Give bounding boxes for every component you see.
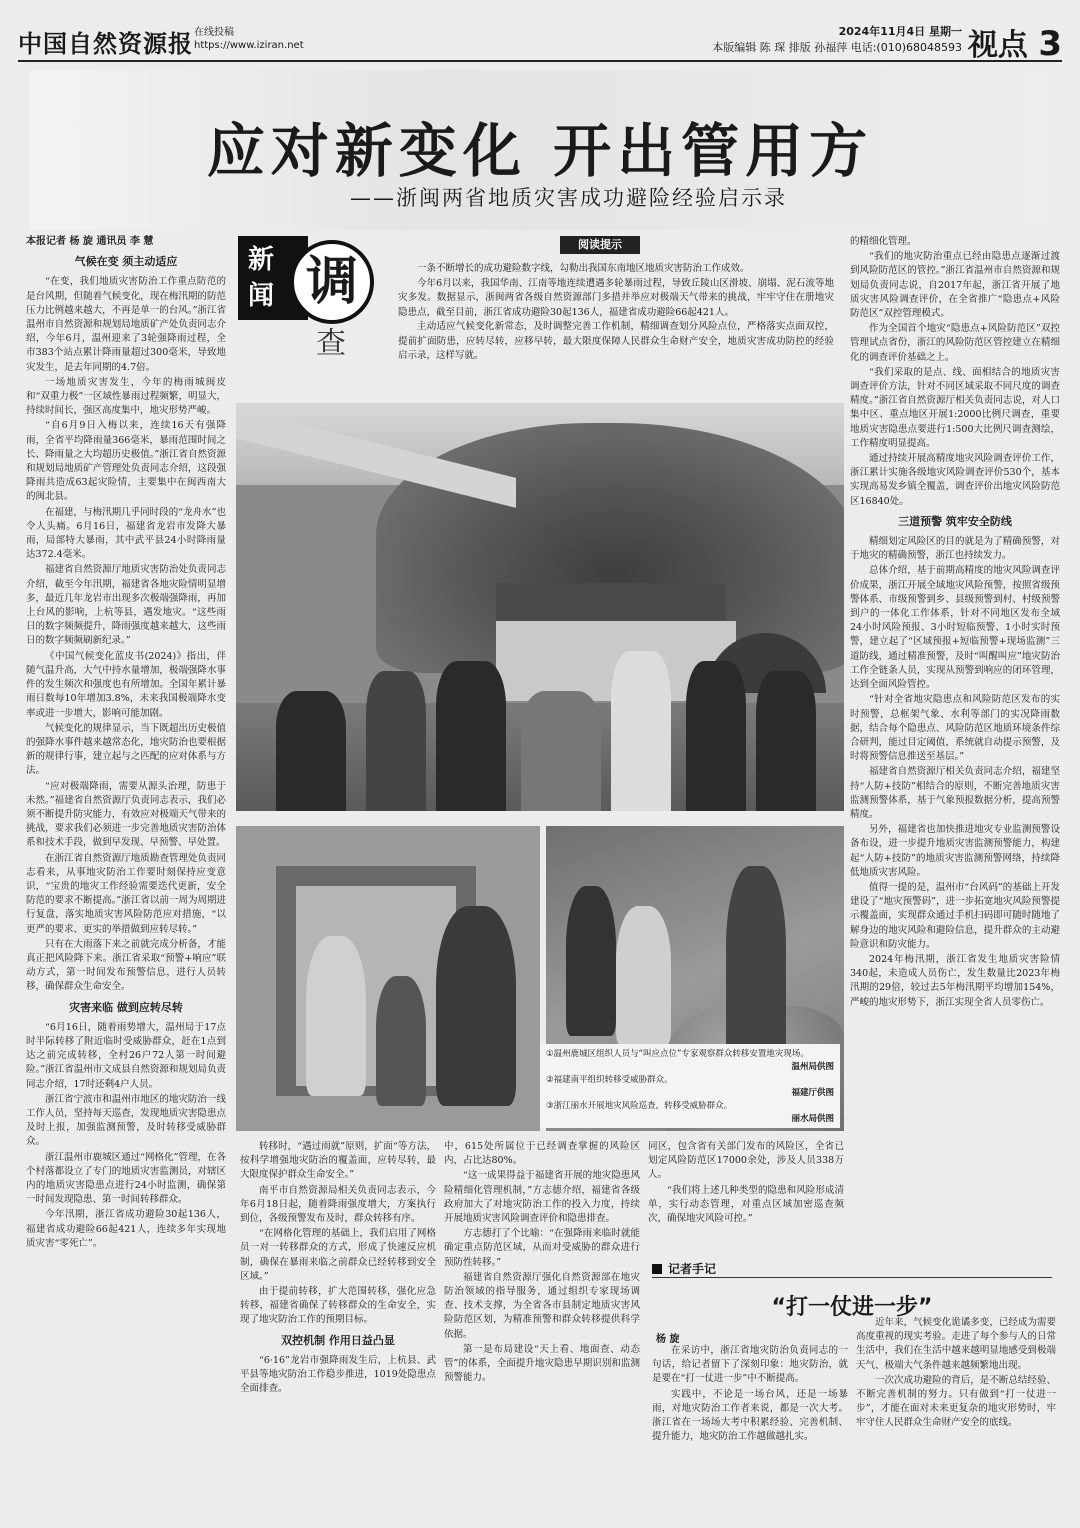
paragraph: “自6月9日入梅以来，连续16天有强降雨，全省平均降雨量366毫米，暴雨范围时间之长、降雨量之大均超历史极值。”浙江省自然资源和规划局地质矿产管理处负责同志介绍，这段强降雨共造成63起灾险情，主要集中在闽西南大的闽北县。	[26, 420, 226, 503]
reporter-note-column-1	[652, 1344, 848, 1520]
section-heading: 三道预警 筑牢安全防线	[898, 514, 1012, 528]
paragraph: 浙江温州市鹿城区通过“网格化”管理，在各个村落都设立了专门的地质灾害监测员，对辖区内的地质灾害隐患点进行24小时监测，确保第一时间发现隐患、第一时间转移群众。	[26, 1151, 226, 1206]
paragraph: 中，615处所属位于已经调查掌握的风险区内，占比达80%。	[444, 1141, 640, 1167]
paragraph: 气候变化的规律显示，当下既超出历史极值的强降水事件越来越常态化，地灾防治也要根据新的规律行事，建立起与之匹配的应对体系与方法。	[26, 722, 226, 777]
logo-char: 查	[316, 326, 346, 361]
news-investigation-logo	[238, 236, 378, 371]
article-column-bottom-2	[444, 1140, 640, 1520]
photo-credit: 丽水局供图	[791, 1114, 834, 1124]
caption: ①温州鹿城区组织人员与“叫应点位”专家观察群众转移安置地灾现场。	[546, 1049, 809, 1059]
editor-credits: 本版编辑 陈 琛 排版 孙福萍 电话:(010)68048593	[712, 41, 962, 54]
paragraph: “我们的地灾防治重点已经由隐患点逐渐过渡到风险防范区的管控。”浙江省温州市自然资源和规划局负责同志说，自2017年起，浙江省开展了地质灾害风险调查评价，在全省推广“隐患点+风险防范区”双控管理模式。	[850, 251, 1060, 320]
photo-roof	[496, 583, 726, 623]
photo-elderly-evacuation	[236, 826, 540, 1131]
submission-url[interactable]: https://www.iziran.net	[194, 40, 304, 51]
logo-char: 新	[248, 245, 275, 275]
paragraph: 浙江省宁波市和温州市地区的地灾防治一线工作人员，坚持每天巡查，发现地质灾害隐患点及时上报，加强监测预警，及时转移受威胁群众。	[26, 1093, 226, 1148]
paragraph: 在福建，与梅汛期几乎同时段的“龙舟水”也令人头痛。6月16日，福建省龙岩市发降大暴雨，局部特大暴雨，其中武平县24小时降雨量达372.4毫米。	[26, 506, 226, 561]
paragraph: 方志德打了个比喻：“在强降雨来临时就能确定重点防范区域，从而对受威胁的群众进行预防性转移。”	[444, 1228, 640, 1268]
paragraph: 一场地质灾害发生，今年的梅雨城闽皮和“双重力极”一区域性暴雨过程频繁，明显大，持续时间长，强区高度集中，地灾形势严峻。	[26, 376, 226, 417]
paragraph: 同区，包含省有关部门发布的风险区，全省已划定风险防范区17000余处，涉及人员338万人。	[648, 1141, 844, 1181]
paragraph: “我们采取的是点、线、面相结合的地质灾害调查评价方法，针对不同区域采取不同尺度的调查精度。”浙江省自然资源厅相关负责同志说，对人口集中区、重点地区开展1:2000比例尺调查，重要地质灾害隐患点要进行1:500大比例尺调查测绘，工作精度明显提高。	[850, 366, 1060, 449]
paragraph: “在变，我们地质灾害防治工作重点防范的是台风期，但随着气候变化，现在梅汛期的防范压力比例越来越大，不再是单一的台风。”浙江省温州市自然资源和规划局地质矿产处负责同志介绍，今年6月，温州迎来了3轮强降雨过程，全市383个站点累计降雨量超过300毫米，导致地灾发生，是去年同期的4.7倍。	[26, 276, 226, 373]
paragraph: “我们将上述几种类型的隐患和风险形成清单，实行动态管理，对重点区域加密巡查频次，确保地灾风险可控。”	[648, 1184, 844, 1225]
paragraph: 南平市自然资源局相关负责同志表示，今年6月18日起，随着降雨强度增大，方案执行到位，各级预警发布及时，群众转移有序。	[240, 1184, 436, 1225]
paragraph: “6·16”龙岩市强降雨发生后，上杭县、武平县等地灾防治工作稳步推进，1019处隐患点全面排查。	[240, 1354, 436, 1395]
tips-paragraph: 今年6月以来，我国华南、江南等地连续遭遇多轮暴雨过程，导致丘陵山区滑坡、崩塌、泥石流等地灾多发。数据显示，浙闽两省各级自然资源部门多措并举应对极端天气带来的挑战，牢牢守住在册地灾隐患点，截至目前，浙江省成功避险30起136人，福建省成功避险66起421人。	[398, 277, 834, 318]
photo-person	[611, 651, 671, 811]
paragraph: “针对全省地灾隐患点和风险防范区发布的实时预警，总框架气象、水利等部门的实况降雨数据，结合每个隐患点、风险防范区地质环境条件综合研判，能过目定阈值，系统就自动提示预警，及时将预警信息推送至基层。”	[850, 694, 1060, 763]
reading-tips-box	[390, 258, 842, 370]
reading-tips-label: 阅读提示	[560, 236, 640, 254]
paragraph: 由于提前转移，扩大范围转移，强化应急转移，福建省确保了转移群众的生命安全，实现了地灾防治工作的预期目标。	[240, 1286, 436, 1326]
main-headline: 应对新变化 开出管用方	[206, 117, 874, 185]
paragraph: 实践中，不论是一场台风，还是一场暴雨，对地灾防治工作者来说，都是一次大考。浙江省在一场场大考中积累经验、完善机制、提升能力，地灾防治工作越做越扎实。	[652, 1388, 848, 1443]
section-heading: 气候在变 须主动适应	[74, 255, 178, 269]
reporter-note-column-2	[856, 1316, 1056, 1520]
paragraph: 转移时，“遇过雨就”原则，扩面“等方法，按科学增强地灾防治的覆盖面，应转尽转，最大限度保护群众生命安全。”	[240, 1141, 436, 1181]
logo-char: 闻	[248, 281, 275, 311]
photo-person	[276, 691, 346, 811]
photo-person	[726, 866, 786, 1066]
paper-name: 中国自然资源报	[18, 29, 193, 58]
byline: 本报记者 杨 旋 通讯员 李 慧	[26, 236, 154, 247]
paragraph: 另外，福建省也加快推进地灾专业监测预警设备布设，进一步提升地质灾害监测预警能力，构建起“人防+技防”的地质灾害监测预警网络，持续降低地质灾害风险。	[850, 824, 1060, 878]
paragraph: 福建省自然资源厅地质灾害防治处负责同志介绍，截至今年汛期，福建省各地灾险情明显增多，最近几年龙岩市出现多次极端强降雨，再加上台风的影响，上杭等县，遇发地灾。“这些雨日的数字频频提升，降雨强度越来越大，这些雨日的数字频频刷新纪录。”	[26, 564, 226, 647]
photo-person	[521, 691, 601, 811]
photo-person	[436, 906, 516, 1106]
photo-person	[686, 661, 746, 811]
submission-label: 在线投稿	[194, 27, 234, 38]
paragraph: 值得一提的是，温州市“台风码”的基础上开发建设了“地灾预警码”，进一步拓宽地灾风险预警提示覆盖面，实现群众通过手机扫码即可随时随地了解身边的地灾风险和避险信息，提升群众的主动避险意识和防灾能力。	[850, 881, 1060, 950]
sub-headline: ——浙闽两省地质灾害成功避险经验启示录	[350, 186, 787, 210]
paragraph: 近年来，气候变化诡谲多变，已经成为需要高度重视的现实考验。走进了每个参与人的日常生活中，我们在生活中越来越明显地感受到极端天气、极端大气条件越来越频繁地出现。	[856, 1317, 1056, 1371]
photo-captions	[540, 1044, 840, 1128]
paragraph: 今年汛期，浙江省成功避险30起136人，福建省成功避险66起421人，连续多年实现地质灾害“零死亡”。	[26, 1209, 226, 1249]
article-column-bottom-3	[648, 1140, 844, 1250]
article-column-right	[850, 235, 1060, 1250]
article-column-1	[26, 235, 226, 1515]
paragraph: “6月16日，随着雨势增大，温州局于17点时半际转移了附近临时受威胁群众，赶在1点到达之前完成转移，全村26户72人第一时间避险。”浙江省温州市文成县自然资源和规划局负责同志介绍，17时还剩4户人员。	[26, 1021, 226, 1090]
paragraph: 只有在大雨落下来之前就完成分析备，才能真正把风险降下来。浙江省采取“预警+响应”联动方式，第一时间发布预警信息，进行人员转移，确保群众生命安全。	[26, 938, 226, 993]
photo-credit: 福建厅供图	[791, 1088, 834, 1098]
article-column-bottom-1	[240, 1140, 436, 1520]
caption: ③浙江丽水开展地灾风险巡查，转移受威胁群众。	[546, 1101, 733, 1111]
paragraph: 通过持续开展高精度地灾风险调查评价工作，浙江累计实施各级地灾风险调查评价530个，基本实现高易发乡镇全覆盖，调查评价出地灾风险防范区16840处。	[850, 453, 1060, 507]
paragraph: 在采访中，浙江省地灾防治负责同志的一句话，给记者留下了深刻印象：地灾防治，就是要在“打一仗进一步”中不断提高。	[652, 1345, 848, 1385]
reporter-note-author: 杨 旋	[656, 1334, 680, 1345]
paragraph: 福建省自然资源厅相关负责同志介绍，福建坚持“人防+技防”相结合的原则，不断完善地质灾害监测预警体系，基于气象预报数据分析，提高预警精度。	[850, 766, 1060, 820]
logo-circle: 调	[290, 240, 374, 324]
paragraph: 总体介绍，基于前期高精度的地灾风险调查评价成果，浙江开展全域地灾风险预警，按照省级预警体系、市级预警到乡、县级预警到村、村级预警到户的一体化工作体系，针对不同地区发布全域24小时风险预报、3小时短临预警、1小时实时预警，建立起了“区域预报+短临预警+现场监测”三道防线，通过精准预警，及时“叫醒叫应”地灾防治工作全链条人员，实现从预警到响应的闭环管理，达到全面风险管控。	[850, 565, 1060, 691]
section-header	[968, 20, 1062, 64]
paragraph: 2024年梅汛期，浙江省发生地质灾害险情340起，未造成人员伤亡，发生数量比2023年梅汛期的29倍，较过去5年梅汛期平均增加154%，严峻的地灾形势下，浙江实现全省人员零伤亡。	[850, 953, 1060, 1008]
masthead	[18, 18, 1062, 62]
photo-credit: 温州局供图	[791, 1062, 834, 1072]
paragraph: 一次次成功避险的背后，是不断总结经验、不断完善机制的努力。只有做到“打一仗进一步”，才能在面对未来更复杂的地灾形势时，牢牢守住人民群众生命财产安全的底线。	[856, 1374, 1056, 1429]
section-heading: 双控机制 作用日益凸显	[281, 1333, 395, 1347]
headline-area	[30, 70, 1050, 230]
paragraph: 《中国气候变化蓝皮书(2024)》指出，伴随气温升高，大气中持水量增加，极端强降水事件的发生频次和强度也有所增加。全国年累计暴雨日数每10年增加3.8%，未来我国极端降水变率或进一步增大，影响可能加剧。	[26, 650, 226, 719]
photo-person	[376, 976, 426, 1106]
tips-paragraph: 主动适应气候变化新常态，及时调整完善工作机制，精细调查划分风险点位，严格落实点面双控，提前扩面防患，应转尽转，应移早转，最大限度保障人民群众生命财产安全，地质灾害成功防控的经验启示录，这样写就。	[398, 321, 834, 361]
submission-info	[194, 26, 304, 52]
photo-person	[756, 671, 816, 811]
issue-date: 2024年11月4日 星期一	[838, 25, 962, 38]
paragraph: 精细划定风险区的目的就是为了精确预警，对于地灾的精确预警，浙江也持续发力。	[850, 536, 1060, 562]
paragraph: 作为全国首个地灾“隐患点+风险防范区”双控管理试点省份，浙江的风险防范区管控建立在精细化的调查评价基础之上。	[850, 323, 1060, 363]
reporter-note-header	[652, 1260, 1052, 1278]
paragraph: 的精细化管理。	[850, 236, 917, 247]
reporter-note-title: “打一仗进一步”	[771, 1295, 933, 1320]
section-name: 视点	[967, 28, 1028, 63]
square-bullet-icon	[652, 1264, 662, 1274]
paragraph: 在浙江省自然资源厅地质勘查管理处负责同志看来，从事地灾防治工作要时刻保持应变意识，“宝贵的地灾工作经验需要迭代更新，安全防范的要求不断提高。”浙江省以前一周为周期进行复盘，落实地质灾害风险防范应对措施，“以更严的要求、更实的举措做到应转尽转。”	[26, 852, 226, 935]
paragraph: “这一成果得益于福建省开展的地灾隐患风险精细化管理机制，”方志德介绍，福建省各级政府加大了对地灾防治工作的投入力度，持续开展地质灾害风险调查评价和隐患排查。	[444, 1170, 640, 1225]
photo-person	[616, 906, 671, 1046]
paragraph: “应对极端降雨，需要从源头治理，防患于未然。”福建省自然资源厅负责同志表示，我们必须不断提升防灾能力，有效应对极端天气带来的挑战，要求我们必须进一步完善地质灾害防治体系和技术手段，做到早发现、早预警、早处置。	[26, 780, 226, 849]
paragraph: 第一是布局建设“天上看、地面查、动态管”的体系，全面提升地灾隐患早期识别和监测预警能力。	[444, 1343, 640, 1384]
tips-paragraph: 一条不断增长的成功避险数字线，勾勒出我国东南地区地质灾害防治工作成效。	[417, 263, 750, 274]
caption: ②福建南平组织转移受威胁群众。	[546, 1075, 673, 1085]
reporter-note-label: 记者手记	[668, 1262, 717, 1276]
page-number: 3	[1038, 24, 1062, 64]
photo-person	[436, 661, 506, 811]
paragraph: “在网格化管理的基础上，我们启用了网格员一对一转移群众的方式，形成了快速反应机制，确保在暴雨来临之前群众已经转移到安全区域。”	[240, 1228, 436, 1282]
main-photo	[236, 403, 844, 811]
paragraph: 福建省自然资源厅强化自然资源部在地灾防治领域的指导服务，通过组织专家现场调查、技术支撑，为全省各市县制定地质灾害风险防范区划，为精准预警和群众转移提供科学依据。	[444, 1271, 640, 1340]
section-heading: 灾害来临 做到应转尽转	[69, 1000, 183, 1014]
issue-info	[712, 24, 962, 56]
photo-person	[366, 671, 426, 811]
photo-person	[306, 936, 366, 1096]
photo-person	[566, 886, 616, 1036]
